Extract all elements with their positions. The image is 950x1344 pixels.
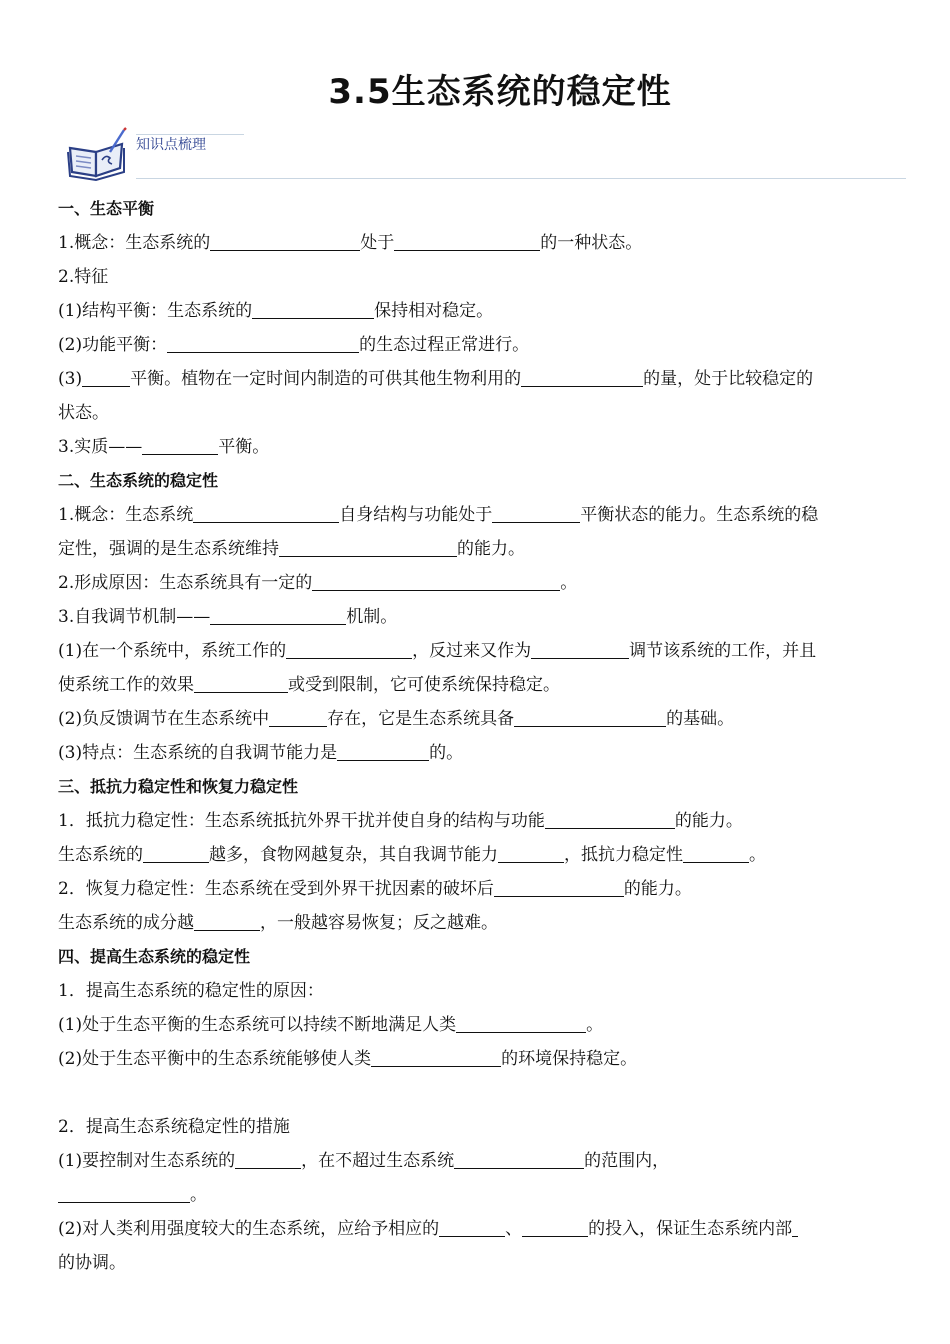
fill-in-blank[interactable] — [456, 1014, 586, 1033]
line-text: ，反过来又作为 — [412, 641, 532, 661]
worksheet-line — [58, 872, 894, 906]
fill-in-blank[interactable] — [210, 606, 346, 625]
worksheet-body — [58, 192, 894, 1280]
fill-in-blank[interactable] — [193, 504, 339, 523]
fill-in-blank[interactable] — [454, 1150, 584, 1169]
line-text: 处于 — [360, 233, 395, 253]
line-text: 2.形成原因：生态系统具有一定的 — [58, 573, 313, 593]
fill-in-blank[interactable] — [371, 1048, 501, 1067]
line-text: 、 — [505, 1219, 523, 1239]
worksheet-line — [58, 906, 894, 940]
line-text: 定性，强调的是生态系统维持 — [58, 539, 279, 559]
worksheet-line — [58, 294, 894, 328]
line-text: 。 — [586, 1015, 604, 1035]
worksheet-line — [58, 1042, 894, 1076]
line-text: (3) — [58, 369, 83, 389]
fill-in-blank[interactable] — [394, 232, 540, 251]
line-text: 的生态过程正常进行。 — [359, 335, 530, 355]
fill-in-blank[interactable] — [142, 436, 218, 455]
worksheet-line — [58, 1212, 894, 1246]
line-text: 的能力。 — [457, 539, 525, 559]
section-banner — [66, 124, 906, 184]
line-text: (2)负反馈调节在生态系统中 — [58, 709, 270, 729]
line-text: 1．提高生态系统的稳定性的原因： — [58, 981, 324, 1001]
fill-in-blank[interactable] — [683, 844, 749, 863]
line-text: 3.自我调节机制—— — [58, 607, 211, 627]
line-text: 的投入，保证生态系统内部 — [588, 1219, 793, 1239]
line-text: 的能力。 — [674, 811, 743, 831]
line-text: 3.实质—— — [58, 437, 143, 457]
section-heading — [58, 770, 894, 804]
worksheet-line — [58, 396, 894, 430]
line-text: ，在不超过生态系统 — [301, 1151, 455, 1171]
line-text: (1)在一个系统中，系统工作的 — [58, 641, 287, 661]
worksheet-line — [58, 736, 894, 770]
line-text: 调节该系统的工作，并且 — [629, 641, 817, 661]
line-text: 平衡。 — [218, 437, 270, 457]
heading-text: 二、生态系统的稳定性 — [58, 471, 219, 490]
fill-in-blank[interactable] — [82, 368, 130, 387]
line-text: 的量，处于比较稳定的 — [643, 369, 814, 389]
fill-in-blank[interactable] — [58, 1184, 190, 1203]
line-text: 2．提高生态系统稳定性的措施 — [58, 1117, 290, 1137]
line-text: (3)特点：生态系统的自我调节能力是 — [58, 743, 338, 763]
banner-divider — [136, 178, 906, 179]
worksheet-line — [58, 974, 894, 1008]
worksheet-line — [58, 702, 894, 736]
worksheet-line — [58, 634, 894, 668]
worksheet-line — [58, 260, 894, 294]
worksheet-line — [58, 1178, 894, 1212]
line-text: (2)功能平衡： — [58, 335, 168, 355]
worksheet-line — [58, 1008, 894, 1042]
line-text: 或受到限制，它可使系统保持稳定。 — [288, 675, 560, 695]
heading-text: 四、提高生态系统的稳定性 — [58, 947, 251, 966]
heading-text: 三、抵抗力稳定性和恢复力稳定性 — [58, 777, 299, 796]
line-text: 的环境保持稳定。 — [501, 1049, 638, 1069]
page-title: 3.5生态系统的稳定性 — [328, 72, 672, 112]
fill-in-blank[interactable] — [545, 810, 675, 829]
line-text: 。 — [560, 573, 578, 593]
fill-in-blank[interactable] — [269, 708, 327, 727]
worksheet-line — [58, 532, 894, 566]
spacer — [58, 1076, 894, 1110]
worksheet-line — [58, 838, 894, 872]
worksheet-line — [58, 566, 894, 600]
fill-in-blank[interactable] — [498, 844, 564, 863]
fill-in-blank[interactable] — [514, 708, 666, 727]
worksheet-line — [58, 430, 894, 464]
line-text: 生态系统的 — [58, 845, 143, 865]
line-text: 2．恢复力稳定性：生态系统在受到外界干扰因素的破坏后 — [58, 879, 494, 899]
fill-in-blank[interactable] — [286, 640, 412, 659]
line-text: 自身结构与功能处于 — [339, 505, 493, 525]
worksheet-line — [58, 498, 894, 532]
line-text: (1)结构平衡：生态系统的 — [58, 301, 253, 321]
line-text: 平衡状态的能力。生态系统的稳 — [580, 505, 819, 525]
section-heading — [58, 940, 894, 974]
worksheet-line — [58, 226, 894, 260]
line-text: (2)对人类利用强度较大的生态系统，应给予相应的 — [58, 1219, 440, 1239]
fill-in-blank[interactable] — [279, 538, 457, 557]
fill-in-blank[interactable] — [792, 1218, 798, 1237]
fill-in-blank[interactable] — [252, 300, 374, 319]
banner-label: 知识点梳理 — [136, 137, 206, 153]
line-text: 2.特征 — [58, 267, 109, 287]
fill-in-blank[interactable] — [143, 844, 209, 863]
line-text: (2)处于生态平衡中的生态系统能够使人类 — [58, 1049, 372, 1069]
line-text: 平衡。植物在一定时间内制造的可供其他生物利用的 — [130, 369, 522, 389]
fill-in-blank[interactable] — [492, 504, 580, 523]
worksheet-line — [58, 1144, 894, 1178]
line-text: 的一种状态。 — [540, 233, 643, 253]
line-text: 生态系统的成分越 — [58, 913, 194, 933]
open-book-icon — [66, 126, 128, 186]
line-text: 1．抵抗力稳定性：生态系统抵抗外界干扰并使自身的结构与功能 — [58, 811, 545, 831]
fill-in-blank[interactable] — [194, 674, 288, 693]
line-text: (1)处于生态平衡的生态系统可以持续不断地满足人类 — [58, 1015, 457, 1035]
line-text: 1.概念：生态系统的 — [58, 233, 211, 253]
section-heading — [58, 464, 894, 498]
worksheet-line — [58, 362, 894, 396]
line-text: 的能力。 — [623, 879, 692, 899]
line-text: 的协调。 — [58, 1253, 126, 1273]
fill-in-blank[interactable] — [210, 232, 360, 251]
fill-in-blank[interactable] — [312, 572, 560, 591]
section-heading — [58, 192, 894, 226]
line-text: ，抵抗力稳定性 — [564, 845, 683, 865]
fill-in-blank[interactable] — [235, 1150, 301, 1169]
fill-in-blank[interactable] — [522, 1218, 588, 1237]
line-text: 的基础。 — [666, 709, 735, 729]
worksheet-line — [58, 804, 894, 838]
line-text: 。 — [749, 845, 766, 865]
fill-in-blank[interactable] — [531, 640, 629, 659]
line-text: 的范围内， — [584, 1151, 670, 1171]
worksheet-line — [58, 668, 894, 702]
worksheet-line — [58, 1110, 894, 1144]
line-text: 的。 — [429, 743, 464, 763]
line-text: 。 — [190, 1185, 207, 1205]
fill-in-blank[interactable] — [337, 742, 429, 761]
heading-text: 一、生态平衡 — [58, 199, 155, 218]
fill-in-blank[interactable] — [521, 368, 643, 387]
fill-in-blank[interactable] — [167, 334, 359, 353]
line-text: 越多，食物网越复杂，其自我调节能力 — [209, 845, 498, 865]
worksheet-line — [58, 328, 894, 362]
worksheet-line — [58, 600, 894, 634]
line-text: 状态。 — [58, 403, 109, 423]
line-text: ，一般越容易恢复；反之越难。 — [260, 913, 498, 933]
line-text: (1)要控制对生态系统的 — [58, 1151, 236, 1171]
line-text: 保持相对稳定。 — [374, 301, 494, 321]
line-text: 使系统工作的效果 — [58, 675, 194, 695]
line-text: 机制。 — [346, 607, 398, 627]
fill-in-blank[interactable] — [494, 878, 624, 897]
worksheet-line — [58, 1246, 894, 1280]
line-text: 1.概念：生态系统 — [58, 505, 194, 525]
fill-in-blank[interactable] — [439, 1218, 505, 1237]
line-text: 存在，它是生态系统具备 — [327, 709, 515, 729]
fill-in-blank[interactable] — [194, 912, 260, 931]
